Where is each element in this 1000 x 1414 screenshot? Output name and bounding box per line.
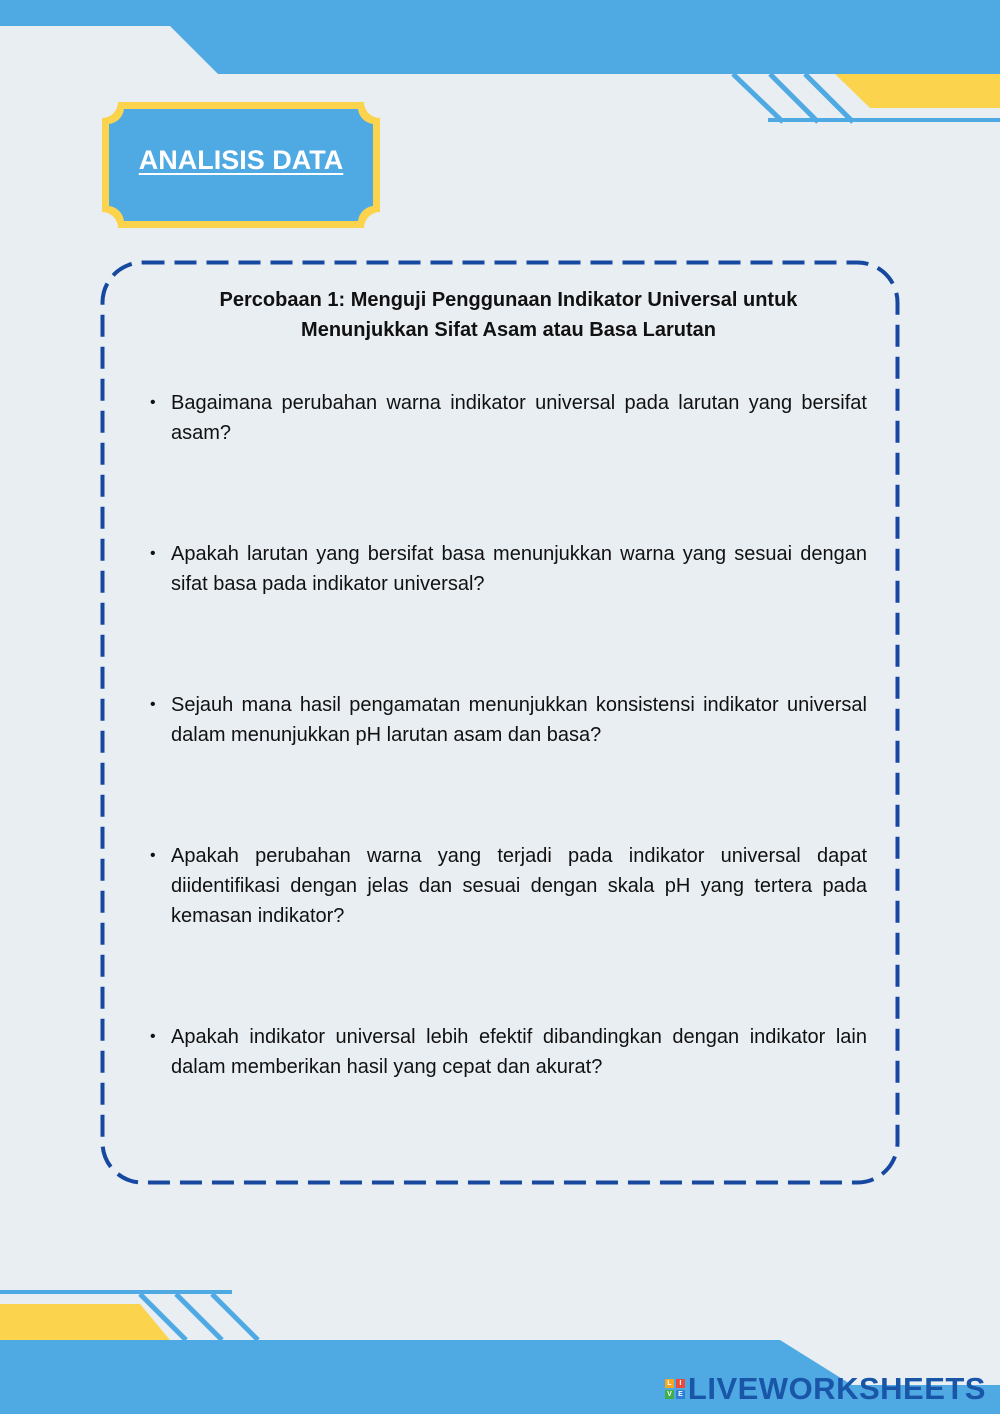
question-text: Sejauh mana hasil pengamatan menunjukkan konsistensi indikator universal dalam menunjukkan pH larutan asam dan basa? xyxy=(171,694,867,746)
liveworksheets-logo[interactable] xyxy=(665,1372,986,1406)
page-title: ANALISIS DATA xyxy=(138,144,344,175)
experiment-heading-line2: Menunjukkan Sifat Asam atau Basa Larutan xyxy=(301,319,716,341)
bottom-yellow-stripe xyxy=(0,1304,170,1340)
bullet-icon: • xyxy=(150,847,156,864)
question-item xyxy=(150,388,867,448)
question-item xyxy=(150,841,867,931)
question-list xyxy=(150,388,867,1082)
question-item xyxy=(150,690,867,750)
bullet-icon: • xyxy=(150,696,156,713)
top-yellow-stripe xyxy=(835,74,1000,108)
logo-text: LIVEWORKSHEETS xyxy=(687,1371,986,1406)
question-text: Bagaimana perubahan warna indikator universal pada larutan yang bersifat asam? xyxy=(171,392,867,444)
bullet-icon: • xyxy=(150,1028,156,1045)
experiment-heading xyxy=(130,285,887,345)
top-banner-shape xyxy=(0,0,1000,74)
bullet-icon: • xyxy=(150,545,156,562)
question-text: Apakah larutan yang bersifat basa menunjukkan warna yang sesuai dengan sifat basa pada indikator universal? xyxy=(171,543,867,595)
bullet-icon: • xyxy=(150,394,156,411)
question-text: Apakah perubahan warna yang terjadi pada indikator universal dapat diidentifikasi dengan jelas dan sesuai dengan skala pH yang tertera pada kemasan indikator? xyxy=(171,845,867,927)
experiment-heading-line1: Percobaan 1: Menguji Penggunaan Indikator Universal untuk xyxy=(219,289,798,311)
analysis-content xyxy=(150,285,867,1082)
logo-mark-icon: L I V E xyxy=(665,1379,685,1399)
question-text: Apakah indikator universal lebih efektif dibandingkan dengan indikator lain dalam memberikan hasil yang cepat dan akurat? xyxy=(171,1026,867,1078)
question-item xyxy=(150,539,867,599)
question-item xyxy=(150,1022,867,1082)
